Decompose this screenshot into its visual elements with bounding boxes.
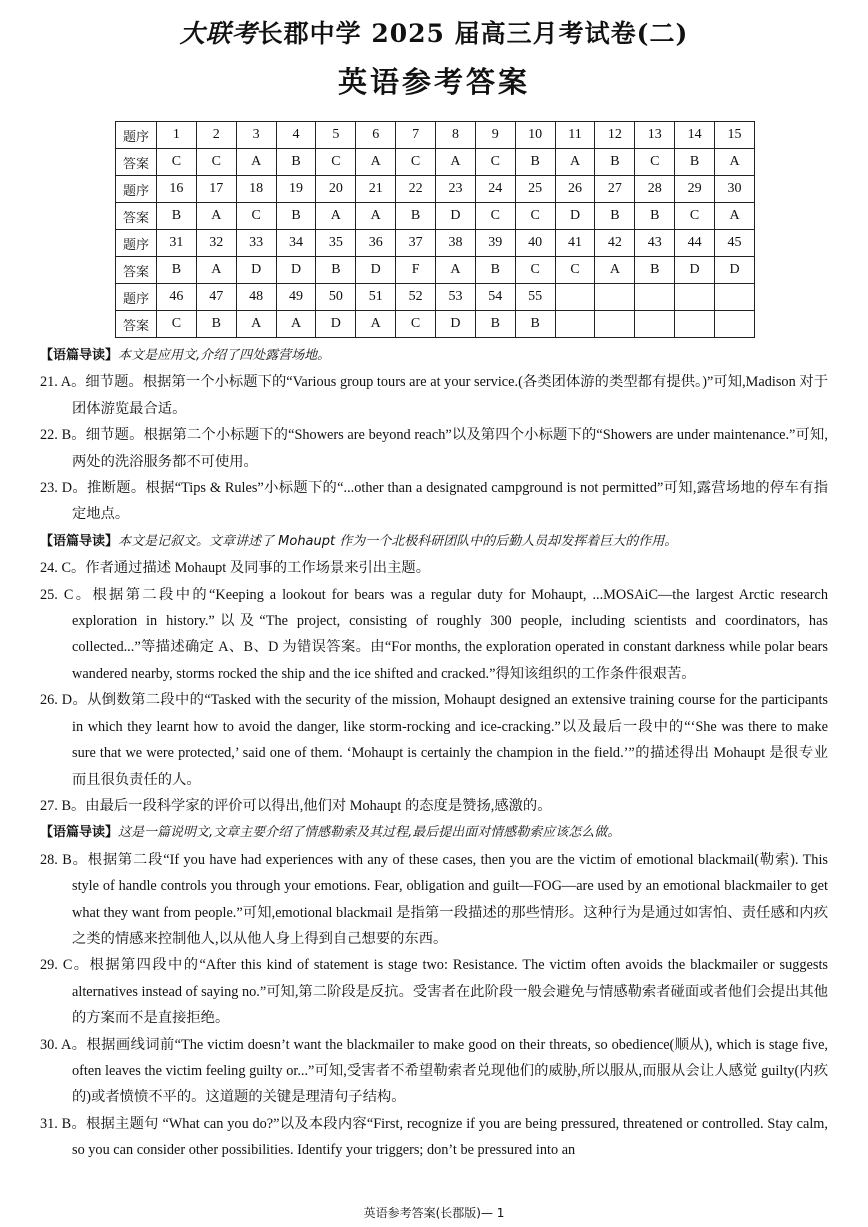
- row-label-answer: 答案: [116, 257, 157, 284]
- answer-cell: A: [356, 149, 396, 176]
- exam-header: [0, 14, 868, 50]
- guide-tag: 【语篇导读】: [40, 533, 119, 549]
- answer-cell: C: [675, 203, 715, 230]
- explanations-section: [40, 342, 828, 1164]
- answer-explanation: 22. B。细节题。根据第二个小标题下的“Showers are beyond reach”以及第四个小标题下的“Showers are under maintenance.”可知,两处的洗浴服务都不可使用。: [40, 427, 828, 470]
- question-number-cell: 3: [236, 122, 276, 149]
- question-number-cell: 39: [475, 230, 515, 257]
- answer-cell: C: [515, 257, 555, 284]
- question-number-cell: 12: [595, 122, 635, 149]
- question-number-cell: [635, 284, 675, 311]
- answer-cell: D: [436, 203, 476, 230]
- answer-cell: B: [157, 257, 197, 284]
- question-number-cell: 24: [475, 176, 515, 203]
- answer-cell: C: [196, 149, 236, 176]
- answer-cell: B: [515, 311, 555, 338]
- question-number-cell: 54: [475, 284, 515, 311]
- question-number-cell: 40: [515, 230, 555, 257]
- answer-explanation: 28. B。根据第二段“If you have had experiences with any of these cases, then you are the victim of emotional blackmail(勒索). This style of handle controls you through your emotions. Fear, obligation and guilt—FOG—are used by an emotional blackmailer to get what they want from people.”可知,emotional blackmail 是指第一段描述的那些情形。这种行为是通过如害怕、责任感和内疚之类的情感来控制他人,以从他人身上得到自己想要的东西。: [40, 851, 828, 947]
- answer-cell: A: [196, 257, 236, 284]
- question-number-cell: 21: [356, 176, 396, 203]
- question-number-cell: 29: [675, 176, 715, 203]
- answer-cell: C: [157, 311, 197, 338]
- question-number-cell: 15: [715, 122, 755, 149]
- answer-cell: [555, 311, 595, 338]
- row-label-answer: 答案: [116, 203, 157, 230]
- answer-cell: A: [356, 203, 396, 230]
- question-number-cell: 49: [276, 284, 316, 311]
- answer-cell: C: [316, 149, 356, 176]
- answer-row: [116, 311, 755, 338]
- question-number-cell: 1: [157, 122, 197, 149]
- answer-cell: A: [236, 311, 276, 338]
- answer-explanation: 23. D。推断题。根据“Tips & Rules”小标题下的“...other than a designated campground is not permitted”可知,露营场地的停车有指定地点。: [40, 480, 828, 523]
- answer-cell: A: [316, 203, 356, 230]
- answer-cell: F: [396, 257, 436, 284]
- answer-explanation: 29. C。根据第四段中的“After this kind of statement is stage two: Resistance. The victim often avoids the blackmailer or suggests alternatives instead of saying no.”可知,第二阶段是反抗。受害者在此阶段一般会避免与情感勒索者碰面或者他们会提出其他的方案而不是直接拒绝。: [40, 957, 828, 1027]
- question-number-cell: 47: [196, 284, 236, 311]
- question-number-cell: 55: [515, 284, 555, 311]
- question-number-cell: 18: [236, 176, 276, 203]
- question-number-cell: 27: [595, 176, 635, 203]
- answer-cell: [715, 311, 755, 338]
- answer-cell: B: [157, 203, 197, 230]
- answer-cell: B: [276, 149, 316, 176]
- question-number-row: [116, 284, 755, 311]
- answer-cell: [675, 311, 715, 338]
- question-number-cell: 22: [396, 176, 436, 203]
- question-number-cell: [675, 284, 715, 311]
- answer-cell: D: [276, 257, 316, 284]
- question-number-cell: 34: [276, 230, 316, 257]
- answer-cell: A: [595, 257, 635, 284]
- brand-logo-text: 大联考: [179, 19, 258, 48]
- question-number-cell: 11: [555, 122, 595, 149]
- question-number-cell: 13: [635, 122, 675, 149]
- row-label-answer: 答案: [116, 311, 157, 338]
- answer-cell: A: [715, 149, 755, 176]
- answer-cell: D: [715, 257, 755, 284]
- answer-cell: D: [675, 257, 715, 284]
- answer-cell: D: [236, 257, 276, 284]
- answer-explanation: 26. D。从倒数第二段中的“Tasked with the security of the mission, Mohaupt designed an extensive training course for the participants in which they learnt how to avoid the danger, like storm-rocking and ice-cracking.”以及最后一段中的“‘She was there to make sure that we were protected,’ said one of them. ‘Mohaupt is certainly the champion in the field.’”的描述得出 Mohaupt 是很专业而且很负责任的人。: [40, 692, 828, 788]
- question-number-cell: 4: [276, 122, 316, 149]
- answer-cell: C: [396, 149, 436, 176]
- answer-cell: A: [236, 149, 276, 176]
- question-number-cell: 36: [356, 230, 396, 257]
- answer-cell: C: [236, 203, 276, 230]
- question-number-cell: 50: [316, 284, 356, 311]
- answer-cell: C: [396, 311, 436, 338]
- answer-cell: A: [436, 149, 476, 176]
- question-number-cell: [715, 284, 755, 311]
- answer-explanation: 31. B。根据主题句 “What can you do?”以及本段内容“First, recognize if you are being pressured, threatened or controlled. Stay calm, so you can consider other possibilities. Identify your triggers; don’t be pressured into an: [40, 1115, 828, 1159]
- question-number-cell: 32: [196, 230, 236, 257]
- answer-cell: A: [555, 149, 595, 176]
- question-number-cell: 41: [555, 230, 595, 257]
- answer-cell: A: [436, 257, 476, 284]
- answer-cell: D: [436, 311, 476, 338]
- answer-cell: B: [276, 203, 316, 230]
- answer-cell: B: [396, 203, 436, 230]
- answer-cell: B: [635, 203, 675, 230]
- question-number-cell: 7: [396, 122, 436, 149]
- answer-row: [116, 257, 755, 284]
- guide-tag: 【语篇导读】: [40, 348, 119, 363]
- question-number-row: [116, 122, 755, 149]
- answer-row: [116, 149, 755, 176]
- question-number-cell: 14: [675, 122, 715, 149]
- answer-explanation: 21. A。细节题。根据第一个小标题下的“Various group tours are at your service.(各类团体游的类型都有提供。)”可知,Madison 对于团体游览最合适。: [40, 374, 828, 417]
- answer-explanation: 30. A。根据画线词前“The victim doesn’t want the blackmailer to make good on their threats, so obedience(顺从), which is stage five, often leaves the victim feeling guilty or...”可知,受害者不希望勒索者兑现他们的威胁,所以服从,而服从会让人感觉 guilty(内疚的)或者愤愤不平的。这道题的关键是理清句子结构。: [40, 1036, 828, 1106]
- passage-guide: [40, 342, 828, 369]
- question-number-cell: 25: [515, 176, 555, 203]
- answer-cell: A: [715, 203, 755, 230]
- page-footer: 英语参考答案(长郡版)— 1: [363, 1206, 505, 1220]
- question-number-cell: 44: [675, 230, 715, 257]
- question-number-cell: 17: [196, 176, 236, 203]
- answer-cell: B: [515, 149, 555, 176]
- answer-cell: B: [595, 203, 635, 230]
- answer-cell: B: [196, 311, 236, 338]
- question-number-cell: 45: [715, 230, 755, 257]
- answer-cell: A: [356, 311, 396, 338]
- question-number-cell: 38: [436, 230, 476, 257]
- row-label-answer: 答案: [116, 149, 157, 176]
- answer-cell: B: [635, 257, 675, 284]
- exam-title: 长郡中学 2025 届高三月考试卷(二): [257, 19, 689, 48]
- answer-explanation: 27. B。由最后一段科学家的评价可以得出,他们对 Mohaupt 的态度是赞扬,感激的。: [40, 797, 552, 814]
- question-number-cell: [595, 284, 635, 311]
- question-number-cell: 48: [236, 284, 276, 311]
- question-number-cell: 2: [196, 122, 236, 149]
- answer-cell: C: [475, 149, 515, 176]
- question-number-cell: 42: [595, 230, 635, 257]
- question-number-cell: 53: [436, 284, 476, 311]
- question-number-cell: 31: [157, 230, 197, 257]
- answer-cell: D: [316, 311, 356, 338]
- answer-table: [115, 121, 755, 338]
- question-number-cell: 23: [436, 176, 476, 203]
- question-number-cell: 43: [635, 230, 675, 257]
- question-number-cell: 52: [396, 284, 436, 311]
- answer-cell: [595, 311, 635, 338]
- answer-cell: B: [675, 149, 715, 176]
- passage-guide: [40, 819, 828, 846]
- answer-cell: B: [316, 257, 356, 284]
- guide-text: 本文是应用文,介绍了四处露营场地。: [118, 348, 331, 363]
- row-label-number: 题序: [116, 122, 157, 149]
- question-number-cell: 19: [276, 176, 316, 203]
- answer-cell: D: [356, 257, 396, 284]
- answer-cell: B: [595, 149, 635, 176]
- answer-cell: A: [276, 311, 316, 338]
- question-number-cell: 33: [236, 230, 276, 257]
- question-number-cell: [555, 284, 595, 311]
- guide-text: 这是一篇说明文,文章主要介绍了情感勒索及其过程,最后提出面对情感勒索应该怎么做。: [118, 825, 621, 841]
- answer-cell: C: [555, 257, 595, 284]
- document-title: 英语参考答案: [337, 65, 530, 99]
- answer-cell: D: [555, 203, 595, 230]
- question-number-cell: 16: [157, 176, 197, 203]
- answer-cell: C: [157, 149, 197, 176]
- answer-cell: C: [635, 149, 675, 176]
- question-number-row: [116, 176, 755, 203]
- row-label-number: 题序: [116, 230, 157, 257]
- answer-cell: B: [475, 257, 515, 284]
- question-number-cell: 10: [515, 122, 555, 149]
- answer-cell: [635, 311, 675, 338]
- question-number-cell: 46: [157, 284, 197, 311]
- question-number-cell: 20: [316, 176, 356, 203]
- guide-tag: 【语篇导读】: [40, 825, 119, 841]
- question-number-cell: 37: [396, 230, 436, 257]
- question-number-cell: 26: [555, 176, 595, 203]
- passage-guide: [40, 528, 828, 555]
- question-number-cell: 6: [356, 122, 396, 149]
- row-label-number: 题序: [116, 176, 157, 203]
- answer-cell: C: [515, 203, 555, 230]
- answer-explanation: 24. C。作者通过描述 Mohaupt 及同事的工作场景来引出主题。: [40, 560, 430, 577]
- question-number-row: [116, 230, 755, 257]
- answer-explanation: 25. C。根据第二段中的“Keeping a lookout for bears was a regular duty for Mohaupt, ...MOSAiC—the largest Arctic research exploration in history.”以及“The project, consisting of roughly 300 people, including scientists and coordinators, has collected...”等描述确定 A、B、D 为错误答案。由“For months, the exploration operated in constant darkness while polar bears wandered nearby, storms rocked the ship and the ice shifted and cracked.”得知该组织的工作条件很艰苦。: [40, 586, 828, 682]
- question-number-cell: 5: [316, 122, 356, 149]
- answer-cell: C: [475, 203, 515, 230]
- answer-row: [116, 203, 755, 230]
- question-number-cell: 35: [316, 230, 356, 257]
- guide-text: 本文是记叙文。文章讲述了 Mohaupt 作为一个北极科研团队中的后勤人员却发挥着巨大的作用。: [118, 533, 678, 549]
- row-label-number: 题序: [116, 284, 157, 311]
- answer-cell: A: [196, 203, 236, 230]
- question-number-cell: 9: [475, 122, 515, 149]
- answer-cell: B: [475, 311, 515, 338]
- question-number-cell: 8: [436, 122, 476, 149]
- question-number-cell: 51: [356, 284, 396, 311]
- question-number-cell: 30: [715, 176, 755, 203]
- question-number-cell: 28: [635, 176, 675, 203]
